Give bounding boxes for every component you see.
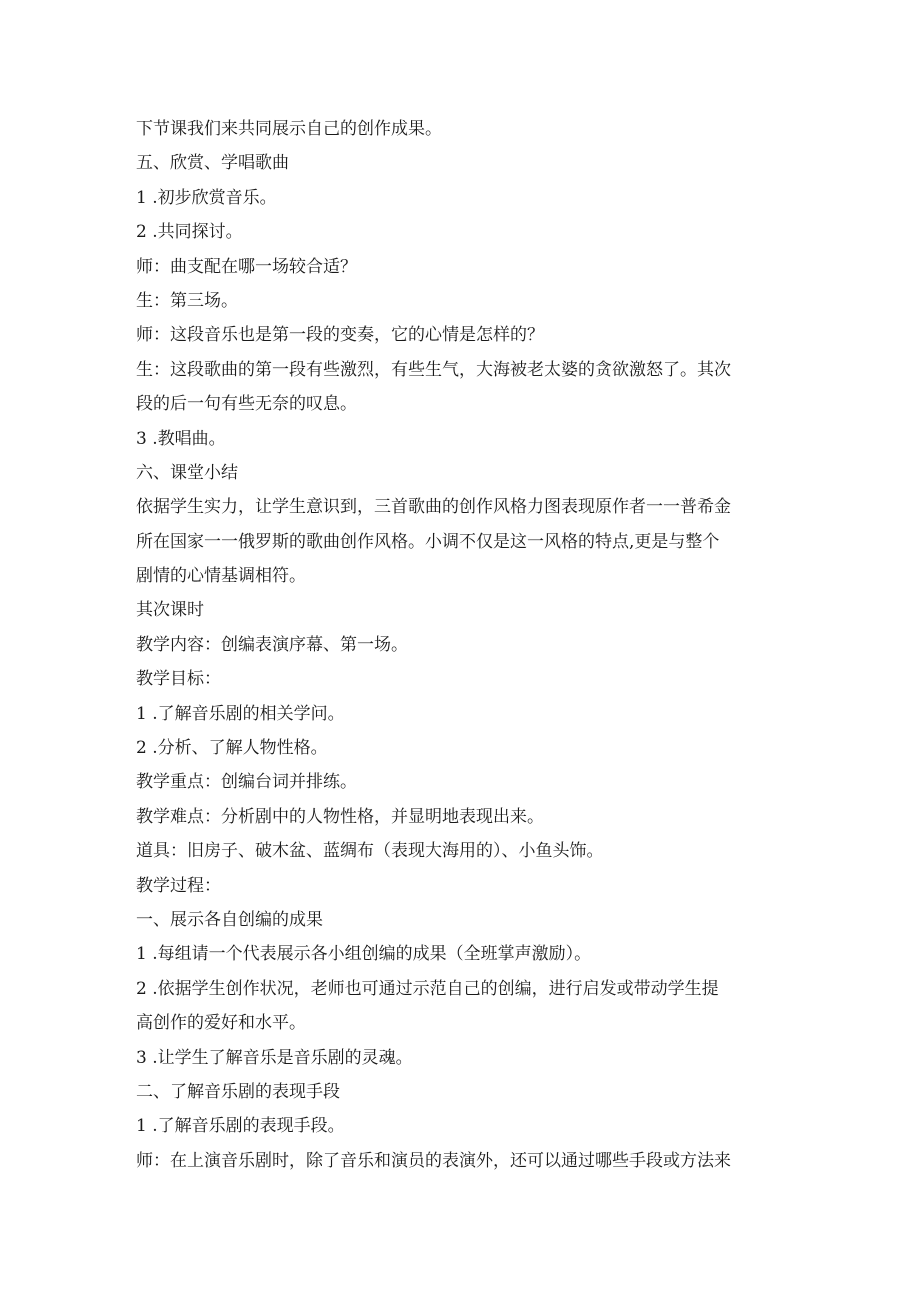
dialogue-line: 生：第三场。: [136, 290, 238, 311]
text-line: 教学目标：: [136, 669, 221, 690]
list-item: 1 .了解音乐剧的表现手段。: [136, 1116, 345, 1137]
list-item: 2 .共同探讨。: [136, 222, 243, 243]
text-line: 高创作的爱好和水平。: [136, 1013, 306, 1034]
text-line: 道具：旧房子、破木盆、蓝绸布（表现大海用的）、小鱼头饰。: [136, 841, 604, 862]
document-body: [136, 112, 786, 1178]
text-line: 所在国家一一俄罗斯的歌曲创作风格。小调不仅是这一风格的特点,更是与整个: [136, 531, 720, 552]
list-item: 2 .依据学生创作状况，老师也可通过示范自己的创编，进行启发或带动学生提: [136, 978, 719, 999]
text-line: 教学难点：分析剧中的人物性格，并显明地表现出来。: [136, 806, 544, 827]
text-line: 教学重点：创编台词并排练。: [136, 772, 357, 793]
section-heading: 一、展示各自创编的成果: [136, 909, 323, 930]
section-heading: 二、了解音乐剧的表现手段: [136, 1081, 340, 1102]
text-line: 教学内容：创编表演序幕、第一场。: [136, 634, 408, 655]
section-heading: 五、欣赏、学唱歌曲: [136, 153, 289, 174]
text-line: 下节课我们来共同展示自己的创作成果。: [136, 119, 442, 139]
text-line: 依据学生实力，让学生意识到，三首歌曲的创作风格力图表现原作者一一普希金: [136, 497, 731, 518]
list-item: 3 .教唱曲。: [136, 428, 226, 449]
list-item: 3 .让学生了解音乐是音乐剧的灵魂。: [136, 1047, 413, 1068]
section-heading: 其次课时: [136, 600, 204, 621]
dialogue-line: 师：在上演音乐剧时，除了音乐和演员的表演外，还可以通过哪些手段或方法来: [136, 1150, 731, 1171]
list-item: 1 .了解音乐剧的相关学问。: [136, 703, 345, 724]
section-heading: 六、课堂小结: [136, 462, 238, 483]
list-item: 1 .每组请一个代表展示各小组创编的成果（全班掌声激励）。: [136, 944, 592, 965]
text-line: 教学过程：: [136, 875, 221, 896]
dialogue-line: 师：这段音乐也是第一段的变奏，它的心情是怎样的？: [136, 325, 544, 346]
text-line: 剧情的心情基调相符。: [136, 566, 306, 587]
text-line: 段的后一句有些无奈的叹息。: [136, 394, 357, 415]
dialogue-line: 生：这段歌曲的第一段有些激烈，有些生气，大海被老太婆的贪欲激怒了。其次: [136, 359, 731, 380]
list-item: 2 .分析、了解人物性格。: [136, 738, 328, 759]
list-item: 1 .初步欣赏音乐。: [136, 187, 277, 208]
dialogue-line: 师：曲支配在哪一场较合适？: [136, 256, 357, 277]
